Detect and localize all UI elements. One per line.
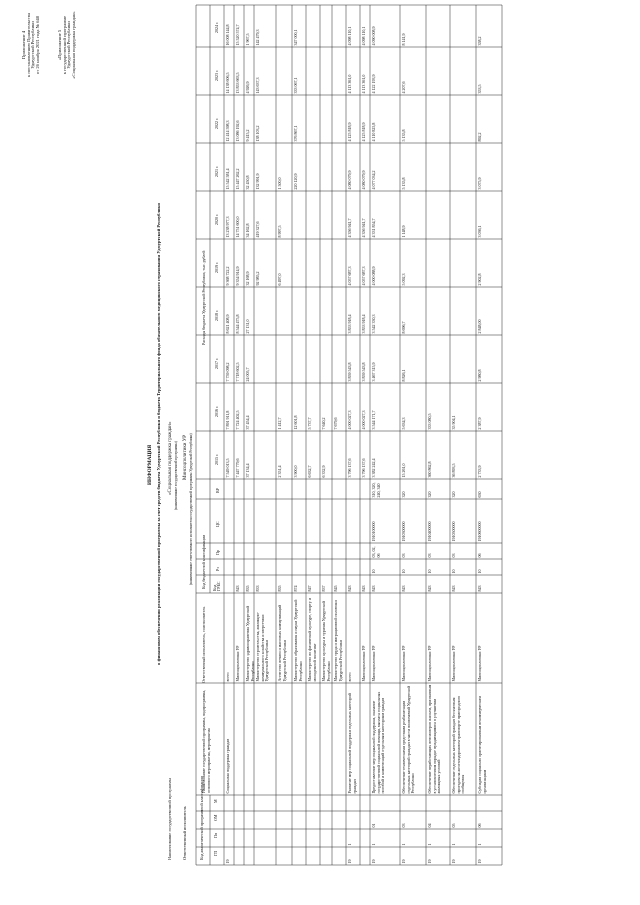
cell-expense: 1 967,5 xyxy=(245,33,250,46)
cell-expense: 9 368 722,2 xyxy=(225,266,230,286)
cell-expense: 36 893,5 xyxy=(451,463,456,478)
cell-expense: 12 414 598,3 xyxy=(225,120,230,142)
cell-expense: 3 036,1 xyxy=(477,225,482,238)
cell-grbs: 837 xyxy=(321,585,326,592)
cell-expense: 8 141,9 xyxy=(401,33,406,46)
cell-expense: 24 005,7 xyxy=(245,367,250,382)
cell-expense: 5 135,8 xyxy=(401,129,406,142)
cell-expense: 2 902,8 xyxy=(477,273,482,286)
cell-responsible: Минсоцполитики УР xyxy=(235,645,240,682)
header-year: 2018 г. xyxy=(214,309,219,321)
cell-expense: 2 351,4 xyxy=(277,465,282,478)
cell-responsible: Минсоцполитики УР xyxy=(451,645,456,682)
cell-responsible: Министерство здравоохранения Удмуртской Республики xyxy=(245,605,255,682)
cell-grbs: 843 xyxy=(361,585,366,592)
program-name-note: (наименование государственной программы) xyxy=(174,441,178,510)
header-year: 2015 г. xyxy=(214,453,219,465)
label-program: Наименование государственной программы xyxy=(167,777,172,860)
cell-expense: 6 632,7 xyxy=(307,465,312,478)
cell-gp: 19 xyxy=(427,859,432,864)
cell-expense: 4 057 687,3 xyxy=(347,266,352,286)
cell-expense: 15 447 262,2 xyxy=(235,168,240,190)
cell-responsible: Минсоцполитики УР xyxy=(361,645,366,682)
cell-expense: 4 098 110,1 xyxy=(361,26,366,46)
cell-expense: 2 848,00 xyxy=(477,319,482,334)
cell-vr: 310, 320, 240, 340 xyxy=(371,482,381,498)
header-code-analytic: Код аналитической программной классификации xyxy=(199,776,204,860)
cell-expense: 7 640,2 xyxy=(321,417,326,430)
cell-rz: 10 xyxy=(371,569,376,574)
header-year: 2021 г. xyxy=(214,165,219,177)
cell-expense: 5 737,7 xyxy=(307,417,312,430)
header-pr: Пр xyxy=(215,550,220,555)
cell-pp: 1 xyxy=(401,843,406,846)
cell-expense: 3 075,9 xyxy=(477,177,482,190)
header-cs: ЦС xyxy=(215,521,220,527)
cell-om: 05 xyxy=(451,823,456,828)
cell-rz: 10 xyxy=(477,569,482,574)
cell-expense: 14 751 600,0 xyxy=(235,216,240,238)
cell-cs: 1910300000 xyxy=(401,521,406,542)
program-name: «Социальная поддержка граждан» xyxy=(168,421,173,495)
cell-expense: 4 122 193,9 xyxy=(371,74,376,94)
cell-expense: 376 867,1 xyxy=(293,125,298,142)
cell-rz: 10 xyxy=(427,569,432,574)
cell-expense: 8 696,7 xyxy=(401,321,406,334)
cell-expense: 9 354 914,9 xyxy=(235,266,240,286)
cell-pp: 1 xyxy=(347,843,352,846)
cell-expense: 1 500,0 xyxy=(277,177,282,190)
cell-expense: 13 086 192,6 xyxy=(235,120,240,142)
cell-pp: 1 xyxy=(427,843,432,846)
header-rz: Рз xyxy=(215,567,220,571)
cell-vr: 320 xyxy=(451,491,456,498)
cell-om: 06 xyxy=(477,823,482,828)
cell-expense: 4 356 941,7 xyxy=(347,218,352,238)
cell-expense: 4 926,9 xyxy=(245,81,250,94)
cell-rz: 10 xyxy=(401,569,406,574)
cell-name: Обеспечение отдельных категорий граждан бесплатным проездом на железнодорожном транспорте пригородного сообщения xyxy=(451,695,466,794)
cell-expense: 32 450,8 xyxy=(245,175,250,190)
cell-expense: 34 162,8 xyxy=(245,223,250,238)
cell-expense: 132 991,9 xyxy=(255,173,260,190)
cell-responsible: Минсоцполитики УР xyxy=(427,645,432,682)
cell-expense: 16 008 144,8 xyxy=(225,24,230,46)
appendix-line: Приложение 4 xyxy=(21,30,26,60)
cell-expense: 4 110 825,8 xyxy=(371,122,376,142)
cell-name: Субсидии социально ориентированным некоммерческим организациям xyxy=(477,696,487,794)
cell-expense: 7 679,6 xyxy=(333,417,338,430)
cell-responsible: Минсоцполитики УР xyxy=(477,645,482,682)
cell-expense: 15 520 574,7 xyxy=(235,24,240,46)
cell-expense: 143 637,3 xyxy=(255,77,260,94)
cell-expense: 14 138 606,5 xyxy=(225,72,230,94)
cell-responsible: всего xyxy=(225,672,230,682)
cell-gp: 19 xyxy=(347,859,352,864)
cell-expense: 3 542 330,3 xyxy=(371,314,376,334)
cell-expense: 3 382 242,4 xyxy=(371,458,376,478)
appendix2-line: к государственной программе xyxy=(61,15,67,75)
cell-expense: 353,5 xyxy=(477,84,482,94)
cell-grbs: 843 xyxy=(371,585,376,592)
cell-name: Обеспечение неработающих пенсионеров жильем, признанным в установленном порядке нуждающимися в улучшении жилищных условий xyxy=(427,684,442,794)
cell-grbs: 843 xyxy=(235,585,240,592)
appendix2-line: «Социальная поддержка граждан» xyxy=(70,11,76,79)
cell-rz: 10 xyxy=(451,569,456,574)
cell-cs: 1910600000 xyxy=(477,521,482,542)
cell-pp: 1 xyxy=(451,843,456,846)
cell-gp: 19 xyxy=(225,859,230,864)
executor-name: Минсоцполитики УР xyxy=(183,434,188,480)
header-vr: ВР xyxy=(215,488,220,493)
cell-expense: 4 331 854,7 xyxy=(371,218,376,238)
appendix-line: Удмуртской Республики xyxy=(30,21,36,69)
cell-expense: 3 859 543,8 xyxy=(361,362,366,382)
cell-expense: 13 853 663,5 xyxy=(235,72,240,94)
header-responsible: Ответственный исполнитель, соисполнитель xyxy=(201,606,206,683)
cell-expense: 4 125 818,9 xyxy=(361,122,366,142)
cell-expense: 358,2 xyxy=(477,36,482,46)
cell-grbs: 843 xyxy=(347,585,352,592)
executor-name-note: (наименование ответственного исполнителя государственной программы Удмуртской Республики) xyxy=(189,433,193,585)
cell-expense: 6 497,0 xyxy=(277,273,282,286)
cell-pr: 03 xyxy=(427,553,432,558)
cell-expense: 142 479,3 xyxy=(255,29,260,46)
appendix-line: к постановлению Правительства xyxy=(25,13,31,77)
cell-responsible: Минсоцполитики УР xyxy=(401,645,406,682)
cell-expense: 15 261,0 xyxy=(401,463,406,478)
cell-expense: 333 067,1 xyxy=(293,77,298,94)
cell-expense: 37 454,4 xyxy=(245,415,250,430)
cell-name: Предоставление мер социальной поддержки, оказание государственной социальной помощи, выплата социальных пособий и компенсаций отдельным категориям граждан xyxy=(371,691,386,794)
header-grbs: Код ГРБС xyxy=(212,581,221,591)
header-year: 2020 г. xyxy=(214,213,219,225)
cell-grbs: 833 xyxy=(255,585,260,592)
cell-pp: 1 xyxy=(477,843,482,846)
cell-expense: 4 000 027,3 xyxy=(347,410,352,430)
cell-expense: 360 862,8 xyxy=(427,461,432,478)
doc-title: ИНФОРМАЦИЯ xyxy=(147,444,153,485)
cell-grbs: 843 xyxy=(401,585,406,592)
header-year: 2022 г. xyxy=(214,117,219,129)
header-m: М xyxy=(213,799,218,803)
cell-om: 01 xyxy=(371,823,376,828)
cell-cs: 1910400000 xyxy=(427,521,432,542)
cell-grbs: 843 xyxy=(477,585,482,592)
cell-expense: 35 904,1 xyxy=(451,415,456,430)
cell-cs: 1910100000 xyxy=(371,521,376,542)
label-executor: Ответственный исполнитель xyxy=(182,806,187,860)
cell-grbs: 835 xyxy=(245,585,250,592)
cell-expense: 27 131,0 xyxy=(245,319,250,334)
cell-responsible: Агентство печати и массовых коммуникаций Удмуртской Республики xyxy=(277,604,287,682)
cell-grbs: 835 xyxy=(277,585,282,592)
cell-expense: 3 544 171,7 xyxy=(371,410,376,430)
cell-expense: 1 412,7 xyxy=(277,417,282,430)
cell-expense: 7 891 911,8 xyxy=(225,410,230,430)
cell-grbs: 847 xyxy=(307,585,312,592)
cell-responsible: Министерство образования и науки Удмуртской Республики xyxy=(293,599,303,682)
cell-expense: 7 718 602,5 xyxy=(235,362,240,382)
cell-grbs: 874 xyxy=(293,585,298,592)
cell-vr: 630 xyxy=(477,491,482,498)
cell-grbs: 843 xyxy=(451,585,456,592)
cell-expense: 4 125 818,9 xyxy=(347,122,352,142)
cell-expense: 4 000 027,3 xyxy=(361,410,366,430)
cell-gp: 19 xyxy=(477,859,482,864)
cell-expense: 4 000 088,9 xyxy=(371,266,376,286)
cell-expense: 347 000,1 xyxy=(293,29,298,46)
header-gp: ГП xyxy=(213,850,218,856)
cell-expense: 220 120,9 xyxy=(293,173,298,190)
cell-expense: 2 980,8 xyxy=(477,369,482,382)
appendix2-line: Удмуртской Республики xyxy=(66,21,72,69)
cell-expense: 333 080,5 xyxy=(427,413,432,430)
cell-gp: 19 xyxy=(401,859,406,864)
cell-expense: 419 327,6 xyxy=(255,221,260,238)
cell-expense: 6 332,9 xyxy=(321,465,326,478)
header-om: ОМ xyxy=(213,814,218,821)
cell-grbs: 845 xyxy=(333,585,338,592)
cell-expense: 8 544 475,8 xyxy=(235,314,240,334)
header-year: 2024 г. xyxy=(214,21,219,33)
cell-expense: 138 103,2 xyxy=(255,125,260,142)
cell-expense: 37 134,4 xyxy=(245,463,250,478)
cell-expense: 5 135,8 xyxy=(401,177,406,190)
cell-expense: 4 113 361,0 xyxy=(361,74,366,94)
cell-expense: 7 549 013,5 xyxy=(225,458,230,478)
header-budget-code: Код бюджетной классификации xyxy=(201,535,206,589)
header-year: 2016 г. xyxy=(214,405,219,417)
cell-responsible: Министерство строительства, жилищно-коммунального хозяйства и энергетики Удмуртской Республики xyxy=(255,612,270,682)
cell-expense: 13 238 977,3 xyxy=(225,216,230,238)
cell-om: 04 xyxy=(427,823,432,828)
cell-expense: 8 997,5 xyxy=(277,225,282,238)
cell-expense: 892,2 xyxy=(477,132,482,142)
cell-expense: 8 826,1 xyxy=(401,369,406,382)
cell-pr: 03 xyxy=(451,553,456,558)
cell-expense: 3 796 137,6 xyxy=(347,458,352,478)
cell-cs: 1910500000 xyxy=(451,521,456,542)
appendix-line: от 26 ноября 2021 года № 648 xyxy=(34,15,40,75)
cell-expense: 7 724 402,5 xyxy=(235,410,240,430)
header-name: Наименование государственной программы, подпрограммы, основного мероприятия, мероприятия xyxy=(201,689,211,793)
cell-pr: 03, 02, 06 xyxy=(371,546,381,558)
cell-expense: 3 853 918,4 xyxy=(347,314,352,334)
header-year: 2017 г. xyxy=(214,357,219,369)
cell-name: Развитие мер социальной поддержки отдельных категорий граждан xyxy=(347,693,357,794)
cell-grbs: 843 xyxy=(427,585,432,592)
cell-expense: 15 542 581,4 xyxy=(225,168,230,190)
cell-responsible: Министерство по физической культуре, спорту и молодежной политике xyxy=(307,598,317,682)
header-year: 2019 г. xyxy=(214,261,219,273)
cell-expense: 2 387,9 xyxy=(477,417,482,430)
cell-expense: 4 113 361,0 xyxy=(347,74,352,94)
cell-name: Социальная поддержка граждан xyxy=(225,738,230,794)
header-pp: Пп xyxy=(213,832,218,838)
appendix2-line: «Приложение 5 xyxy=(57,29,62,61)
cell-expense: 3 467 315,9 xyxy=(371,362,376,382)
cell-pp: 1 xyxy=(371,843,376,846)
cell-expense: 7 447 779,6 xyxy=(235,458,240,478)
cell-responsible: Минсоцполитики УР xyxy=(371,645,376,682)
cell-expense: 3 900,0 xyxy=(293,465,298,478)
cell-expense: 4 080 079,9 xyxy=(361,170,366,190)
cell-expense: 7 759 098,2 xyxy=(225,362,230,382)
cell-expense: 92 985,2 xyxy=(255,271,260,286)
cell-expense: 8 621 408,9 xyxy=(225,314,230,334)
cell-gp: 19 xyxy=(451,859,456,864)
cell-expense: 4 098 110,1 xyxy=(347,26,352,46)
cell-expense: 4 057 687,3 xyxy=(361,266,366,286)
cell-expense: 4 356 941,7 xyxy=(361,218,366,238)
header-expenses: Расходы бюджета Удмуртской Республики, тыс. рублей xyxy=(201,250,206,345)
cell-expense: 3 853 918,4 xyxy=(361,314,366,334)
cell-pr: 03 xyxy=(401,553,406,558)
header-year: 2023 г. xyxy=(214,69,219,81)
cell-expense: 5 092,3 xyxy=(401,273,406,286)
cell-om: 03 xyxy=(401,823,406,828)
cell-expense: 5 634,3 xyxy=(401,417,406,430)
cell-vr: 320 xyxy=(401,491,406,498)
cell-expense: 12 601,8 xyxy=(293,415,298,430)
cell-expense: 9 415,2 xyxy=(245,129,250,142)
cell-pr: 06 xyxy=(477,553,482,558)
cell-responsible: всего xyxy=(347,672,352,682)
cell-vr: 320 xyxy=(427,491,432,498)
doc-subtitle: о финансовом обеспечении реализации государственной программы за счет средств бюджета Удмуртской Республики и бюджета Территориального фонда обязательного медицинского страхования Удмуртской Республики xyxy=(156,203,161,665)
cell-expense: 1 148,9 xyxy=(401,225,406,238)
cell-name: Обеспечение техническими средствами реабилитации отдельных категорий граждан в части полномочий Удмуртской Республики xyxy=(401,685,416,794)
cell-gp: 19 xyxy=(371,859,376,864)
cell-expense: 2 733,9 xyxy=(477,465,482,478)
cell-expense: 4 090 008,9 xyxy=(371,26,376,46)
cell-responsible: Министерство культуры и туризма Удмуртской Республики xyxy=(321,601,331,682)
cell-expense: 32 168,9 xyxy=(245,271,250,286)
cell-expense: 3 796 137,6 xyxy=(361,458,366,478)
cell-responsible: Министерство труда и миграционной политики Удмуртской Республики xyxy=(333,600,343,682)
cell-expense: 4 080 079,9 xyxy=(347,170,352,190)
cell-expense: 4 077 034,2 xyxy=(371,170,376,190)
cell-expense: 4 207,6 xyxy=(401,81,406,94)
cell-expense: 3 859 543,8 xyxy=(347,362,352,382)
